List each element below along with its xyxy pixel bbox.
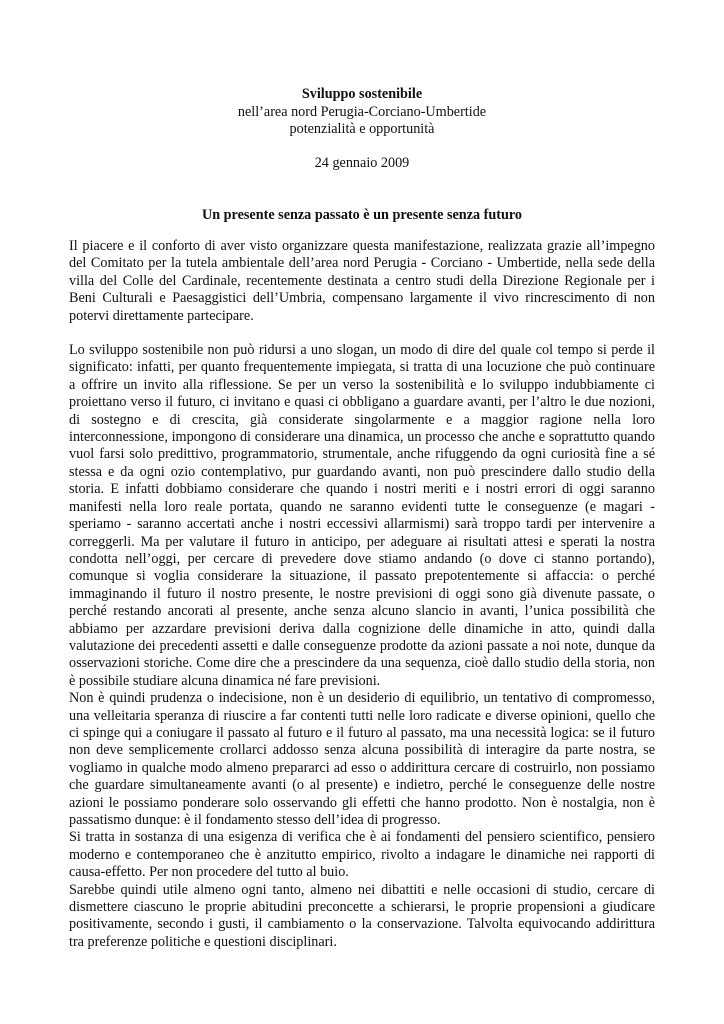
paragraph-1: Il piacere e il conforto di aver visto organizzare questa manifestazione, realizzata grazie all’impegno del Comitato per la tutela ambientale dell’area nord Perugia - Corciano - Umbertide, nella sede della villa del Colle del Cardinale, recentemente destinata a centro studi della Direzione Regionale per i Beni Culturali e Paesaggistici dell’Umbria, compensano largamente il vivo rincrescimento di non potervi direttamente partecipare. [69, 238, 655, 324]
paragraph-2: Lo sviluppo sostenibile non può ridursi a uno slogan, un modo di dire del quale col tempo si perde il significato: infatti, per quanto frequentemente impiegata, si tratta di una locuzione che può continuare a offrire un invito alla riflessione. Se per un verso la sostenibilità e lo sviluppo indubbiamente ci proiettano verso il futuro, ci invitano e quasi ci obbligano a guardare avanti, per l’altro le due nozioni, di sostegno e di crescita, già considerate singolarmente e a maggior ragione nella loro interconnessione, impongono di considerare una dinamica, un processo che anche e soprattutto quando vuol farsi solo predittivo, programmatorio, strumentale, anche rifuggendo da ogni curiosità fine a sé stessa e da ogni ozio contemplativo, pur guardando avanti, non può prescindere dallo studio della storia. E infatti dobbiamo considerare che quando i nostri meriti e i nostri errori di oggi saranno manifesti nella loro reale portata, quando ne saranno evidenti tutte le conseguenze (e magari - speriamo - saranno accertati anche i nostri eccessivi allarmismi) sarà troppo tardi per intervenire a correggerli. Ma per valutare il futuro in anticipo, per adeguare ai risultati attesi e sperati la nostra condotta nell’oggi, per cercare di prevedere dove stiamo andando (o dove ci stanno portando), comunque si voglia considerare la situazione, il passato prepotentemente si affaccia: o perché immaginando il futuro il nostro presente, le nostre previsioni di oggi sono già divenute passate, o perché restando ancorati al presente, anche senza alcuno slancio in avanti, l’unica possibilità che abbiamo per azzardare previsioni deriva dalla cognizione delle dinamiche in atto, quindi dalla valutazione dei precedenti assetti e dalle conseguenze prodotte da azioni passate a noi note, dunque da osservazioni storiche. Come dire che a prescindere da una sequenza, cioè dallo studio della storia, non è possibile studiare alcuna dinamica né fare previsioni. [69, 342, 655, 689]
document-date: 24 gennaio 2009 [314, 155, 410, 171]
document-body [69, 238, 655, 951]
document-title: Sviluppo sostenibile [301, 86, 423, 102]
paragraph-3: Non è quindi prudenza o indecisione, non è un desiderio di equilibrio, un tentativo di compromesso, una velleitaria speranza di riuscire a far contenti tutti nelle loro radicate e diverse opinioni, quello che ci spinge qui a coniugare il passato al futuro e il futuro al passato, ma una necessità logica: se il futuro non deve semplicemente crollarci addosso senza alcuna possibilità di interagire da parte nostra, se vogliamo in qualche modo almeno prepararci ad esso o addirittura cercare di costruirlo, non possiamo che guardare simultaneamente avanti (o al presente) e indietro, perché le conseguenze delle nostre azioni le possiamo ponderare solo osservando gli effetti che hanno prodotto. Non è nostalgia, non è passatismo dunque: è il fondamento stesso dell’idea di progresso. [69, 690, 655, 828]
document-title-line-2: nell’area nord Perugia-Corciano-Umbertide [237, 104, 487, 120]
paragraph-4: Si tratta in sostanza di una esigenza di verifica che è ai fondamenti del pensiero scientifico, pensiero moderno e contemporaneo che è anzitutto empirico, rivolto a indagare le dinamiche nei rapporti di causa-effetto. Per non procedere del tutto al buio. [69, 829, 655, 881]
section-heading: Un presente senza passato è un presente senza futuro [201, 207, 522, 223]
document-title-line-3: potenzialità e opportunità [289, 121, 435, 137]
paragraph-5: Sarebbe quindi utile almeno ogni tanto, almeno nei dibattiti e nelle occasioni di studio, cercare di dismettere ciascuno le proprie abitudini preconcette a schierarsi, le proprie propensioni a giudicare positivamente, secondo i gusti, il cambiamento o la conservazione. Talvolta equivocando addirittura tra preferenze politiche e questioni disciplinari. [69, 881, 655, 950]
